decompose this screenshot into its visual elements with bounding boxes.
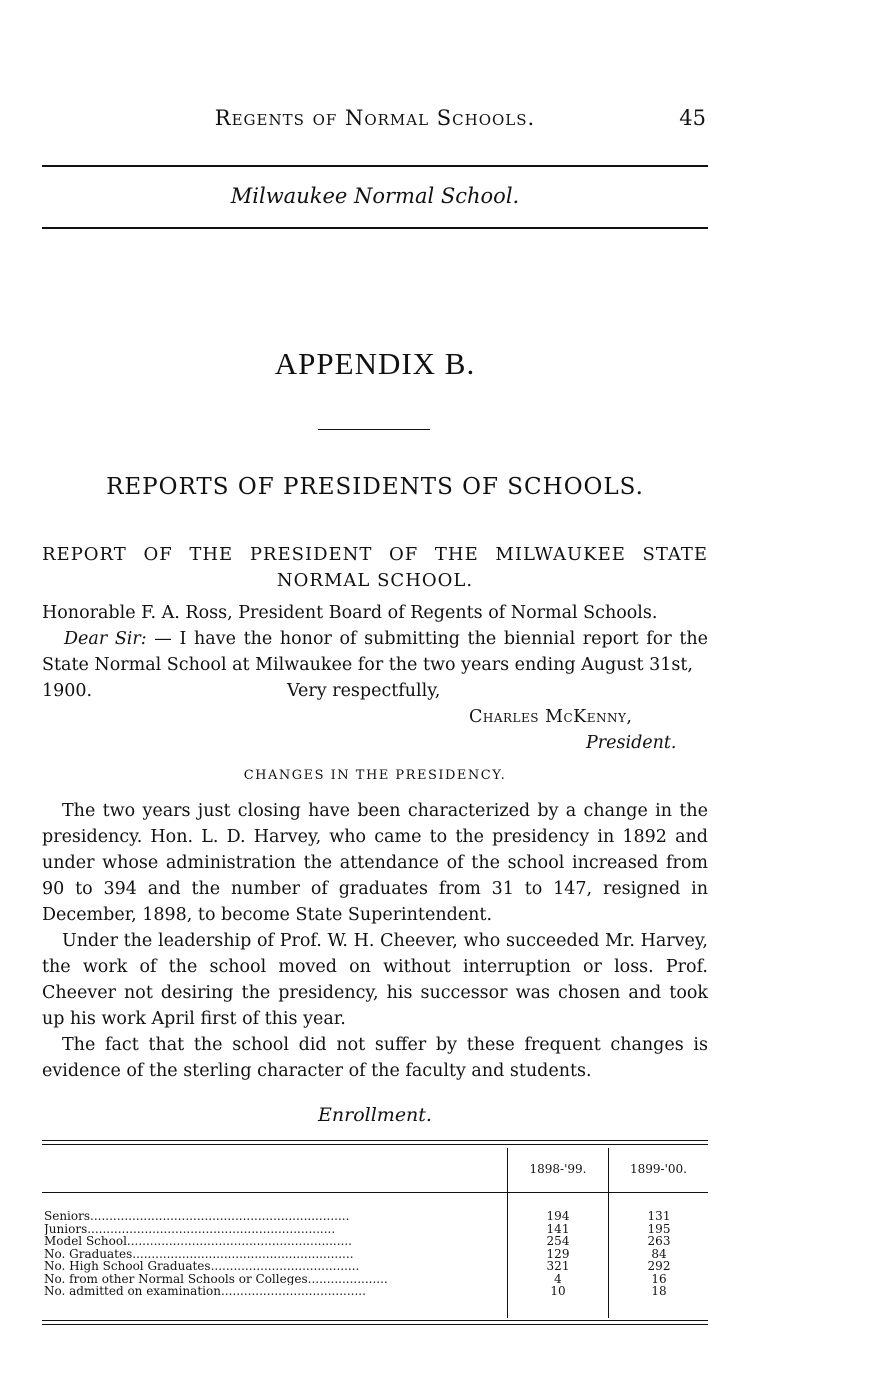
row-value-1899: 263 (647, 1234, 671, 1248)
row-label: No. High School Graduates....................................... (44, 1260, 360, 1273)
column-header-1899: 1899-'00. (630, 1162, 687, 1176)
report-heading-line2: NORMAL SCHOOL. (276, 570, 474, 591)
table-row (42, 1235, 708, 1248)
row-value-1898: 321 (546, 1259, 570, 1273)
page-number: 45 (679, 106, 706, 130)
letter-date-line (42, 678, 708, 704)
signer-name: Charles McKenny, (469, 707, 633, 727)
row-value-1899: 131 (647, 1209, 671, 1223)
table-row (42, 1223, 708, 1236)
row-value-1899: 292 (647, 1259, 671, 1273)
row-value-1898: 10 (550, 1284, 566, 1298)
letter-body (42, 626, 708, 678)
row-value-1898: 141 (546, 1221, 570, 1236)
header-rule-bottom (42, 227, 708, 229)
paragraph: The fact that the school did not suffer by these frequent changes is evidence of the sterling character of the faculty and students. (42, 1035, 708, 1081)
row-value-1899: 195 (647, 1221, 671, 1236)
row-value-1899: 18 (651, 1284, 667, 1298)
reports-title: REPORTS OF PRESIDENTS OF SCHOOLS. (106, 474, 644, 500)
row-label: No. from other Normal Schools or Colleges..................... (44, 1272, 388, 1285)
column-header-1898: 1898-'99. (529, 1162, 587, 1176)
table-row (42, 1273, 708, 1286)
enrollment-table (42, 1140, 708, 1328)
row-value-1898: 4 (554, 1271, 562, 1286)
title-divider (318, 429, 430, 430)
letter-closing: Very respectfully, (287, 681, 441, 701)
table-row (42, 1210, 708, 1223)
row-value-1898: 129 (546, 1246, 570, 1261)
letter-year: 1900. (42, 681, 93, 701)
school-subtitle: Milwaukee Normal School. (230, 184, 520, 208)
running-title: Regents of Normal Schools. (214, 106, 536, 130)
appendix-title: APPENDIX B. (274, 346, 476, 381)
row-label: No. admitted on examination...................................... (44, 1285, 366, 1298)
section-heading: CHANGES IN THE PRESIDENCY. (243, 768, 507, 783)
report-heading-line1: REPORT OF THE PRESIDENT OF THE MILWAUKEE STATE (42, 544, 708, 565)
table-row (42, 1248, 708, 1261)
table-row (42, 1285, 708, 1298)
salutation: Honorable F. A. Ross, President Board of Regents of Normal Schools. (42, 603, 658, 623)
dear-sir: Dear Sir: (64, 629, 147, 649)
row-label: No. Graduates.......................................................... (44, 1247, 354, 1260)
paragraph: The two years just closing have been characterized by a change in the presidency. Hon. L. D. Harvey, who came to the presidency in 1892 and under whose administration the attendance of the school increased from 90 to 394 and the number of graduates from 31 to 147, resigned in December, 1898, to become State Superintendent. (42, 801, 708, 925)
report-heading (42, 542, 708, 594)
header-rule (42, 1192, 708, 1193)
row-value-1899: 16 (651, 1271, 667, 1286)
header-rule-top (42, 165, 708, 167)
row-label: Model School........................................................... (44, 1235, 352, 1248)
table-rule-bottom (42, 1320, 708, 1325)
row-label: Seniors.................................................................... (44, 1210, 350, 1223)
table-row (42, 1260, 708, 1273)
letter-text: — I have the honor of submitting the biennial report for the State Normal School at Milwaukee for the two years ending August 31st, (42, 629, 708, 675)
table-rule-top (42, 1140, 708, 1145)
signer-title: President. (586, 733, 677, 753)
paragraph: Under the leadership of Prof. W. H. Cheever, who succeeded Mr. Harvey, the work of the school moved on without interruption or loss. Prof. Cheever not desiring the presidency, his successor was chosen and took up his work April first of this year. (42, 931, 708, 1029)
row-label: Juniors................................................................. (44, 1222, 336, 1235)
running-header (42, 106, 708, 136)
row-value-1898: 194 (546, 1209, 570, 1223)
row-value-1898: 254 (546, 1234, 570, 1248)
row-value-1899: 84 (651, 1246, 667, 1261)
enrollment-title: Enrollment. (318, 1104, 432, 1126)
body-paragraphs (42, 798, 708, 1084)
